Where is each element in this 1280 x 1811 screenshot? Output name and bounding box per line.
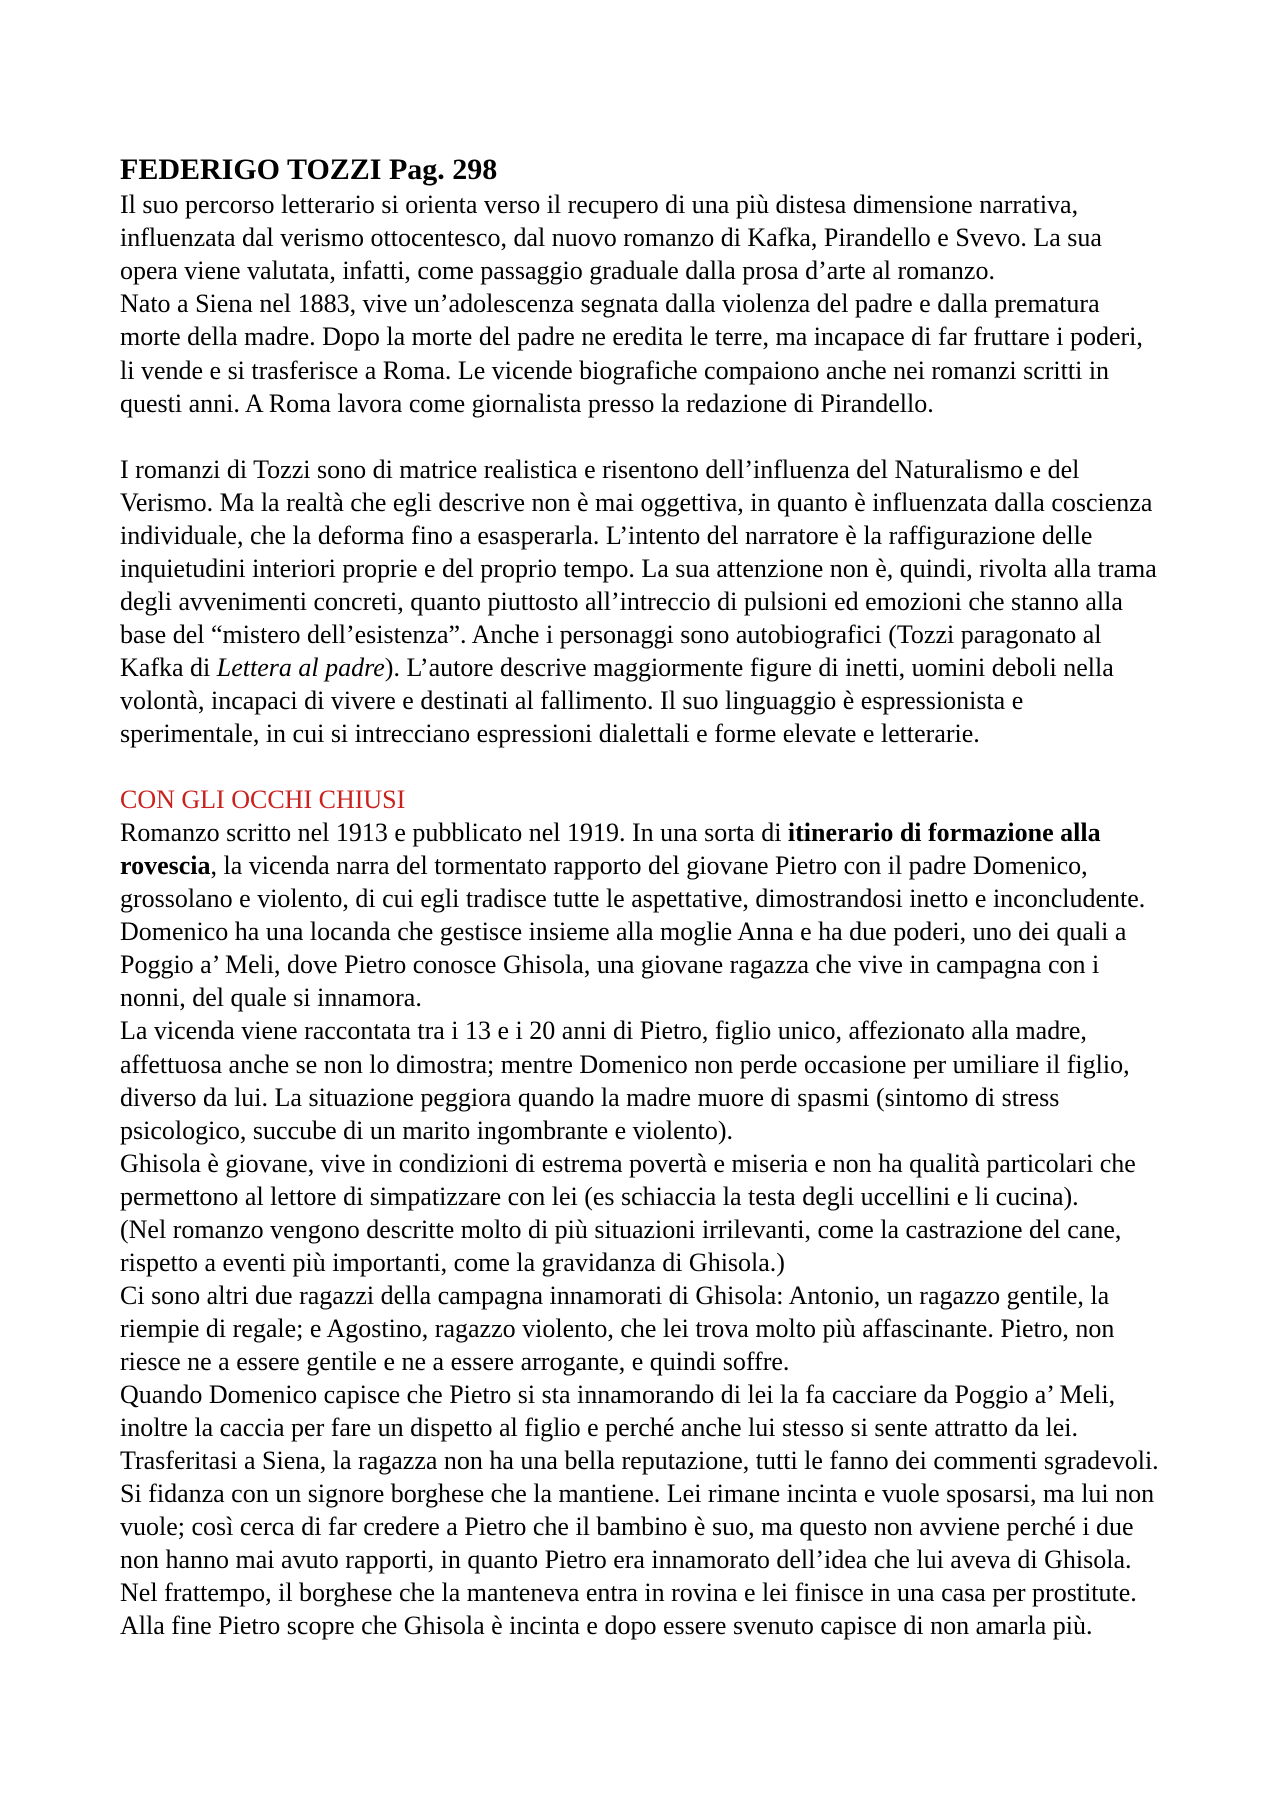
text-line: grossolano e violento, di cui egli tradisce tutte le aspettative, dimostrandosi inetto e inconcludente. (120, 884, 1146, 914)
analysis-paragraph (120, 453, 1200, 750)
text-line: riesce ne a essere gentile e ne a essere arrogante, e quindi soffre. (120, 1346, 790, 1376)
text-line: Ghisola è giovane, vive in condizioni di estrema povertà e miseria e non ha qualità particolari che (120, 1148, 1136, 1178)
intro-paragraph (120, 188, 1200, 419)
text-line: Verismo. Ma la realtà che egli descrive non è mai oggettiva, in quanto è influenzata dalla coscienza (120, 487, 1153, 517)
document-title: FEDERIGO TOZZI Pag. 298 (120, 153, 498, 186)
text-line: individuale, che la deforma fino a esasperarla. L’intento del narratore è la raffigurazione delle (120, 520, 1093, 550)
text-segment: , la vicenda narra del tormentato rapporto del giovane Pietro con il padre Domenico, (210, 851, 1088, 881)
text-line: Nel frattempo, il borghese che la manteneva entra in rovina e lei finisce in una casa per prostitute. (120, 1578, 1137, 1608)
text-line (120, 816, 1200, 849)
text-line: affettuosa anche se non lo dimostra; mentre Domenico non perde occasione per umiliare il figlio, (120, 1049, 1130, 1079)
text-line: volontà, incapaci di vivere e destinati al fallimento. Il suo linguaggio è espressionista e (120, 686, 1024, 715)
text-line: nonni, del quale si innamora. (120, 983, 422, 1013)
text-line (120, 651, 1200, 684)
text-segment: Romanzo scritto nel 1913 e pubblicato nel 1919. In una sorta di (120, 818, 788, 848)
text-line (120, 849, 1200, 882)
text-line: I romanzi di Tozzi sono di matrice realistica e risentono dell’influenza del Naturalismo e del (120, 454, 1080, 484)
book-title: Lettera al padre (216, 652, 385, 682)
bold-phrase: itinerario di formazione alla (787, 818, 1101, 848)
text-line: inquietudini interiori proprie e del proprio tempo. La sua attenzione non è, quindi, rivolta alla trama (120, 553, 1157, 583)
text-segment: ). L’autore descrive maggiormente figure di inetti, uomini deboli nella (384, 652, 1114, 682)
text-line: Domenico ha una locanda che gestisce insieme alla moglie Anna e ha due poderi, uno dei quali a (120, 917, 1127, 947)
text-line: riempie di regale; e Agostino, ragazzo violento, che lei trova molto più affascinante. Pietro, non (120, 1313, 1115, 1343)
text-line: base del “mistero dell’esistenza”. Anche i personaggi sono autobiografici (Tozzi paragonato al (120, 619, 1102, 649)
text-line: (Nel romanzo vengono descritte molto di più situazioni irrilevanti, come la castrazione del cane, (120, 1214, 1122, 1244)
text-line: degli avvenimenti concreti, quanto piuttosto all’intreccio di pulsioni ed emozioni che stanno alla (120, 586, 1123, 616)
text-line: Alla fine Pietro scopre che Ghisola è incinta e dopo essere svenuto capisce di non amarla più. (120, 1611, 1093, 1641)
text-line: opera viene valutata, infatti, come passaggio graduale dalla prosa d’arte al romanzo. (120, 256, 995, 286)
text-line: psicologico, succube di un marito ingombrante e violento). (120, 1115, 734, 1145)
text-line: permettono al lettore di simpatizzare con lei (es schiaccia la testa degli uccellini e li cucina). (120, 1181, 1079, 1211)
text-line: Ci sono altri due ragazzi della campagna innamorati di Ghisola: Antonio, un ragazzo gentile, la (120, 1280, 1110, 1310)
blank-line (120, 750, 1200, 783)
text-line: Si fidanza con un signore borghese che la mantiene. Lei rimane incinta e vuole sposarsi, ma lui non (120, 1479, 1155, 1509)
text-line: Quando Domenico capisce che Pietro si sta innamorando di lei la fa cacciare da Poggio a’ Meli, (120, 1379, 1116, 1409)
text-line: diverso da lui. La situazione peggiora quando la madre muore di spasmi (sintomo di stress (120, 1082, 1060, 1112)
text-line: sperimentale, in cui si intrecciano espressioni dialettali e forme elevate e letterarie. (120, 719, 980, 749)
blank-line (120, 420, 1200, 453)
text-line: li vende e si trasferisce a Roma. Le vicende biografiche compaiono anche nei romanzi scritti in (120, 355, 1110, 385)
text-line: morte della madre. Dopo la morte del padre ne eredita le terre, ma incapace di far fruttare i poderi, (120, 322, 1143, 352)
synopsis-paragraph (120, 816, 1200, 1642)
text-line: Poggio a’ Meli, dove Pietro conosce Ghisola, una giovane ragazza che vive in campagna con i (120, 950, 1100, 980)
text-line: Il suo percorso letterario si orienta verso il recupero di una più distesa dimensione narrativa, (120, 190, 1079, 220)
text-line: Nato a Siena nel 1883, vive un’adolescenza segnata dalla violenza del padre e dalla prematura (120, 289, 1100, 319)
text-line: vuole; così cerca di far credere a Pietro che il bambino è suo, ma questo non avviene perché i due (120, 1512, 1134, 1542)
document-body (120, 151, 1200, 1642)
text-line: questi anni. A Roma lavora come giornalista presso la redazione di Pirandello. (120, 388, 934, 418)
text-line: non hanno mai avuto rapporti, in quanto Pietro era innamorato dell’idea che lui aveva di Ghisola. (120, 1545, 1132, 1575)
bold-phrase: rovescia (120, 851, 211, 881)
section-heading: CON GLI OCCHI CHIUSI (120, 785, 406, 815)
text-line: influenzata dal verismo ottocentesco, dal nuovo romanzo di Kafka, Pirandello e Svevo. La sua (120, 223, 1102, 253)
text-line: rispetto a eventi più importanti, come la gravidanza di Ghisola.) (120, 1247, 785, 1277)
text-line: La vicenda viene raccontata tra i 13 e i 20 anni di Pietro, figlio unico, affezionato alla madre, (120, 1016, 1087, 1046)
text-segment: Kafka di (120, 652, 217, 682)
text-line: inoltre la caccia per fare un dispetto al figlio e perché anche lui stesso si sente attratto da lei. (120, 1413, 1079, 1443)
text-line: Trasferitasi a Siena, la ragazza non ha una bella reputazione, tutti le fanno dei commenti sgradevoli. (120, 1446, 1159, 1476)
